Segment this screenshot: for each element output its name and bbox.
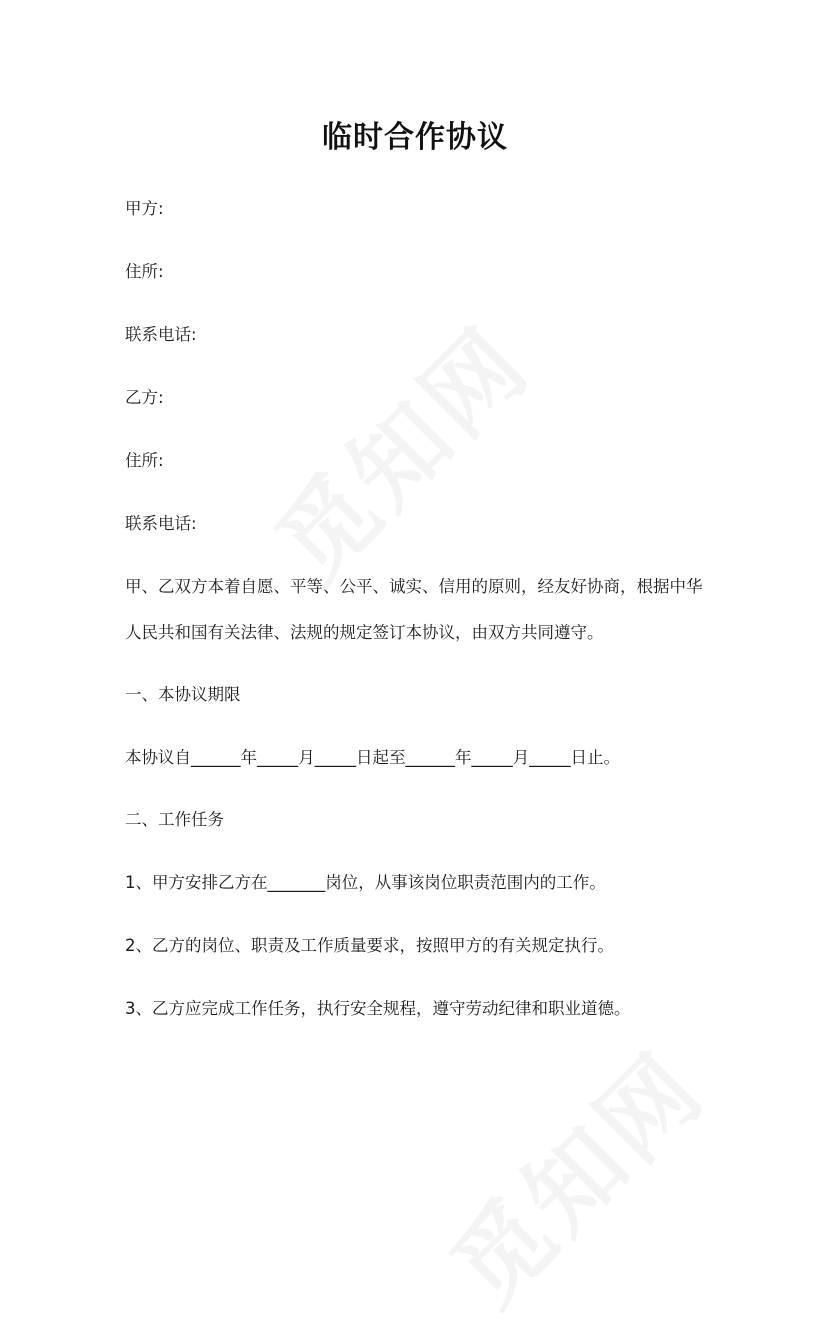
task-item-1: 1、甲方安排乙方在_______岗位，从事该岗位职责范围内的工作。 [125,873,606,892]
task-item-3: 3、乙方应完成工作任务，执行安全规程，遵守劳动纪律和职业道德。 [125,999,631,1018]
party-a-phone-label: 联系电话: [125,325,197,344]
party-b-address-label: 住所: [125,451,164,470]
document-title: 临时合作协议 [322,120,508,155]
party-a-address-label: 住所: [125,262,164,281]
intro-paragraph-line-1: 甲、乙双方本着自愿、平等、公平、诚实、信用的原则，经友好协商，根据中华 [125,577,703,596]
task-item-2: 2、乙方的岗位、职责及工作质量要求，按照甲方的有关规定执行。 [125,936,614,955]
section-1-term: 本协议自______年_____月_____日起至______年_____月_____日止。 [125,748,620,767]
watermark-bottom [416,1017,729,1330]
party-a-label: 甲方: [125,199,164,218]
watermark [241,292,554,605]
intro-paragraph-line-2: 人民共和国有关法律、法规的规定签订本协议，由双方共同遵守。 [125,623,604,642]
party-b-label: 乙方: [125,388,164,407]
section-2-heading: 二、工作任务 [125,810,224,829]
section-1-heading: 一、本协议期限 [125,685,241,704]
party-b-phone-label: 联系电话: [125,514,197,533]
